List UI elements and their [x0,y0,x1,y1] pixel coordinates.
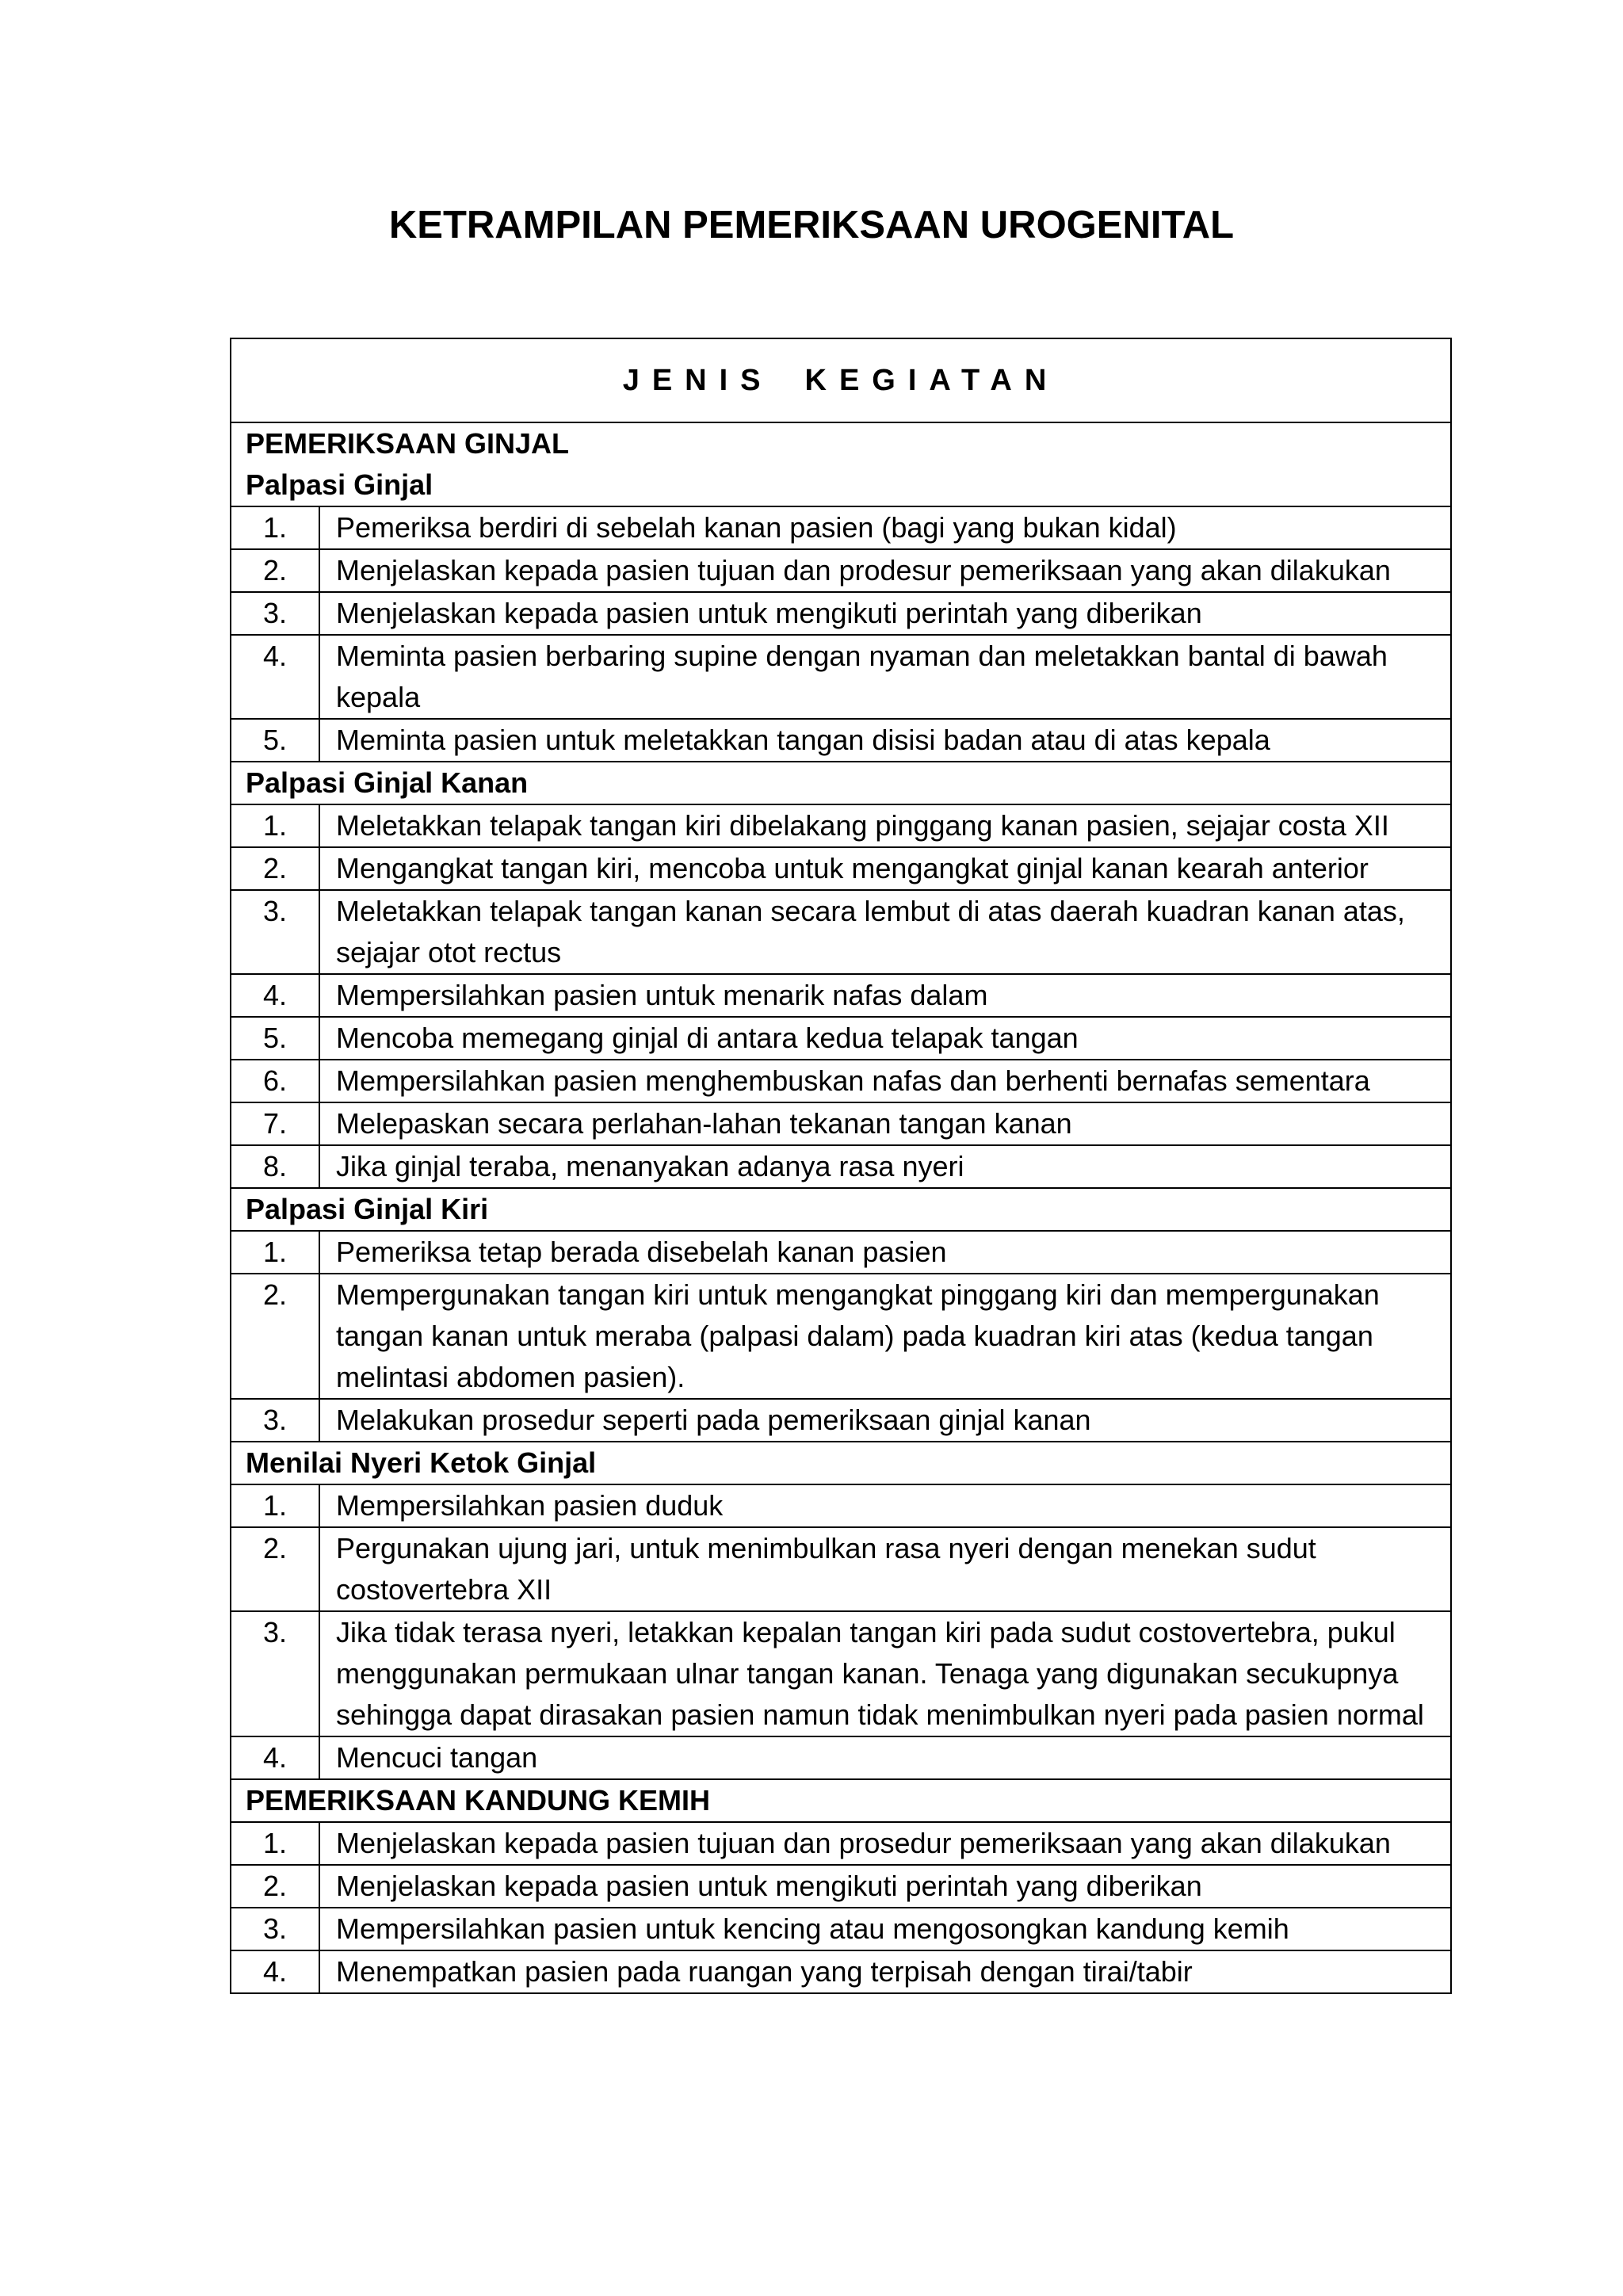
row-number: 3. [231,1611,319,1736]
row-number: 2. [231,1274,319,1399]
row-text: Jika tidak terasa nyeri, letakkan kepalan tangan kiri pada sudut costovertebra, pukul menggunakan permukaan ulnar tangan kanan. Tenaga yang digunakan secukupnya sehingga dapat dirasakan pasien namun tidak menimbulkan nyeri pada pasien normal [319,1611,1451,1736]
table-row [231,1145,1451,1188]
row-number: 4. [231,974,319,1017]
row-text: Menjelaskan kepada pasien untuk mengikuti perintah yang diberikan [319,592,1451,635]
subsection-title: Palpasi Ginjal Kiri [231,1188,1451,1231]
section-row [231,762,1451,804]
table-row [231,1611,1451,1736]
row-number: 3. [231,890,319,974]
row-number: 4. [231,635,319,719]
table-row [231,1060,1451,1102]
main-section-title: PEMERIKSAAN KANDUNG KEMIH [231,1779,1451,1822]
row-number: 4. [231,1950,319,1993]
document-title: KETRAMPILAN PEMERIKSAAN UROGENITAL [388,204,1235,246]
table-row [231,890,1451,974]
row-text: Meletakkan telapak tangan kiri dibelakang pinggang kanan pasien, sejajar costa XII [319,804,1451,847]
section-row [231,1188,1451,1231]
row-text: Mencoba memegang ginjal di antara kedua telapak tangan [319,1017,1451,1060]
row-number: 1. [231,506,319,549]
table-row [231,1865,1451,1908]
table-row [231,1274,1451,1399]
row-text: Mempersilahkan pasien duduk [319,1484,1451,1527]
main-section-title: PEMERIKSAAN GINJAL [246,427,570,460]
checklist-table [230,338,1452,1994]
table-header-row [231,338,1451,422]
table-row [231,1950,1451,1993]
row-text: Mempersilahkan pasien menghembuskan nafas dan berhenti bernafas sementara [319,1060,1451,1102]
row-number: 3. [231,1908,319,1950]
table-row [231,1484,1451,1527]
row-text: Mempersilahkan pasien untuk menarik nafas dalam [319,974,1451,1017]
row-text: Menjelaskan kepada pasien tujuan dan prosedur pemeriksaan yang akan dilakukan [319,1822,1451,1865]
table-row [231,974,1451,1017]
table-row [231,1102,1451,1145]
row-number: 3. [231,592,319,635]
table-header [231,338,1451,422]
subsection-title: Palpasi Ginjal [246,468,433,501]
row-number: 7. [231,1102,319,1145]
row-text: Melepaskan secara perlahan-lahan tekanan tangan kanan [319,1102,1451,1145]
row-number: 5. [231,1017,319,1060]
section-row [231,422,1451,506]
table-row [231,1017,1451,1060]
table-row [231,1822,1451,1865]
table-row [231,506,1451,549]
row-number: 3. [231,1399,319,1442]
subsection-title: Palpasi Ginjal Kanan [231,762,1451,804]
row-text: Menempatkan pasien pada ruangan yang terpisah dengan tirai/tabir [319,1950,1451,1993]
row-text: Meminta pasien untuk meletakkan tangan disisi badan atau di atas kepala [319,719,1451,762]
row-number: 6. [231,1060,319,1102]
table-row [231,1908,1451,1950]
table-row [231,719,1451,762]
row-text: Mencuci tangan [319,1736,1451,1779]
row-text: Menjelaskan kepada pasien tujuan dan prodesur pemeriksaan yang akan dilakukan [319,549,1451,592]
row-text: Mengangkat tangan kiri, mencoba untuk mengangkat ginjal kanan kearah anterior [319,847,1451,890]
section-row [231,1779,1451,1822]
row-number: 5. [231,719,319,762]
table-row [231,1527,1451,1611]
row-number: 1. [231,1484,319,1527]
table-row [231,549,1451,592]
table-row [231,592,1451,635]
table-row [231,635,1451,719]
subsection-title: Menilai Nyeri Ketok Ginjal [231,1442,1451,1484]
row-number: 2. [231,549,319,592]
section-heading [231,422,1451,506]
table-header-word: JENIS [622,364,773,397]
row-number: 1. [231,804,319,847]
row-number: 1. [231,1231,319,1274]
row-text: Mempergunakan tangan kiri untuk mengangkat pinggang kiri dan mempergunakan tangan kanan untuk meraba (palpasi dalam) pada kuadran kiri atas (kedua tangan melintasi abdomen pasien). [319,1274,1451,1399]
row-text: Pergunakan ujung jari, untuk menimbulkan rasa nyeri dengan menekan sudut costovertebra XII [319,1527,1451,1611]
row-number: 2. [231,1865,319,1908]
table-header-word: KEGIATAN [804,364,1060,397]
table-row [231,1231,1451,1274]
table-row [231,847,1451,890]
row-number: 2. [231,1527,319,1611]
row-text: Meminta pasien berbaring supine dengan nyaman dan meletakkan bantal di bawah kepala [319,635,1451,719]
row-number: 8. [231,1145,319,1188]
row-text: Jika ginjal teraba, menanyakan adanya rasa nyeri [319,1145,1451,1188]
row-number: 4. [231,1736,319,1779]
row-text: Pemeriksa berdiri di sebelah kanan pasien (bagi yang bukan kidal) [319,506,1451,549]
row-text: Menjelaskan kepada pasien untuk mengikuti perintah yang diberikan [319,1865,1451,1908]
row-text: Melakukan prosedur seperti pada pemeriksaan ginjal kanan [319,1399,1451,1442]
row-text: Mempersilahkan pasien untuk kencing atau mengosongkan kandung kemih [319,1908,1451,1950]
section-row [231,1442,1451,1484]
row-number: 2. [231,847,319,890]
row-number: 1. [231,1822,319,1865]
table-row [231,1736,1451,1779]
table-row [231,804,1451,847]
row-text: Meletakkan telapak tangan kanan secara lembut di atas daerah kuadran kanan atas, sejajar otot rectus [319,890,1451,974]
row-text: Pemeriksa tetap berada disebelah kanan pasien [319,1231,1451,1274]
table-row [231,1399,1451,1442]
